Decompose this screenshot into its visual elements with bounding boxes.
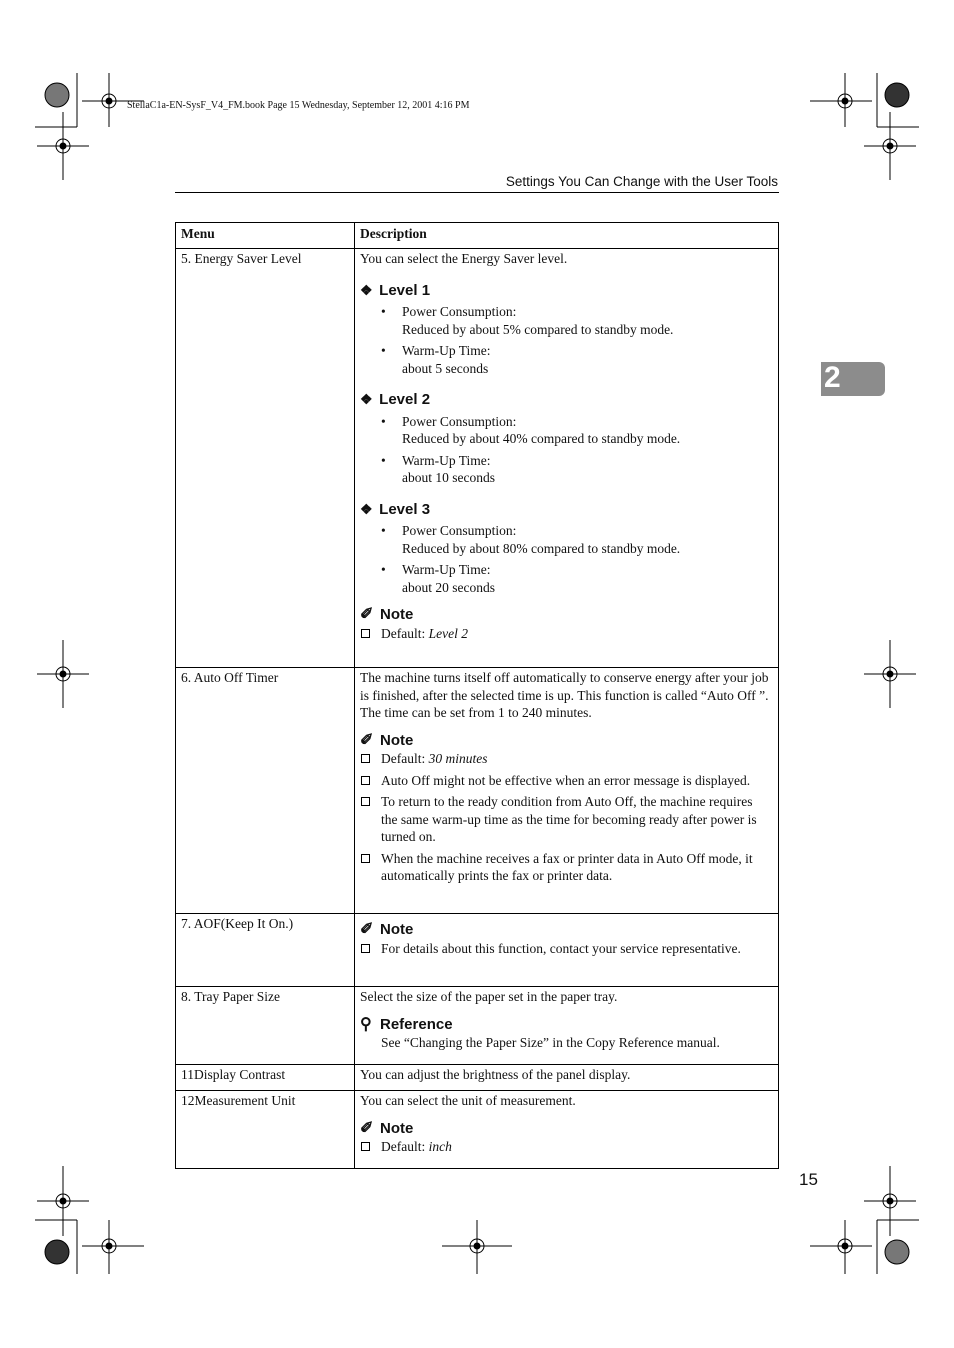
menu-cell-auto-off: 6. Auto Off Timer — [176, 668, 355, 914]
note-item: Default: 30 minutes — [360, 750, 772, 768]
note-item: Default: Level 2 — [360, 625, 772, 643]
note-item: When the machine receives a fax or printer data in Auto Off mode, it automatically prints the fax or printer data. — [360, 850, 772, 885]
level-details — [360, 413, 772, 487]
description-cell-display-contrast — [355, 1065, 779, 1091]
description-cell-tray-paper — [355, 987, 779, 1065]
table-row — [176, 1091, 779, 1169]
pencil-icon: ✐ — [360, 606, 374, 623]
description-cell-auto-off — [355, 668, 779, 914]
description-cell-energy-saver — [355, 249, 779, 668]
table-header-row — [176, 223, 779, 249]
description-cell-aof — [355, 914, 779, 987]
list-item: • Power Consumption: Reduced by about 5% compared to standby mode. — [360, 303, 772, 338]
table-row — [176, 987, 779, 1065]
menu-cell-tray-paper: 8. Tray Paper Size — [176, 987, 355, 1065]
chapter-tab — [821, 362, 885, 396]
description-cell-measurement-unit — [355, 1091, 779, 1169]
pencil-icon: ✐ — [360, 731, 374, 749]
note-heading: ✐ Note — [360, 606, 414, 623]
list-item: • Warm-Up Time: about 5 seconds — [360, 342, 772, 377]
note-heading: ✐ Note — [360, 921, 414, 938]
table-row — [176, 914, 779, 987]
menu-cell-energy-saver: 5. Energy Saver Level — [176, 249, 355, 668]
list-item: • Power Consumption: Reduced by about 80% compared to standby mode. — [360, 522, 772, 557]
list-item: • Warm-Up Time: about 10 seconds — [360, 452, 772, 487]
table-row — [176, 249, 779, 668]
description-intro: You can select the unit of measurement. — [360, 1093, 576, 1108]
table-row — [176, 1065, 779, 1091]
magnifier-icon: ⚲ — [360, 1015, 372, 1033]
level-heading — [360, 282, 772, 300]
note-heading: ✐ Note — [360, 731, 414, 749]
pencil-icon: ✐ — [360, 1119, 374, 1137]
description-intro: The machine turns itself off automatically to conserve energy after your job is finished, after the selected time is up. This function is called “Auto Off ”. The time can be set from 1 to 240 minutes. — [360, 670, 769, 720]
column-header-menu: Menu — [176, 223, 355, 249]
description-intro: You can select the Energy Saver level. — [360, 251, 568, 266]
level-heading — [360, 391, 772, 409]
list-item: • Power Consumption: Reduced by about 40% compared to standby mode. — [360, 413, 772, 448]
note-item: Auto Off might not be effective when an error message is displayed. — [360, 772, 772, 790]
note-item: Default: inch — [360, 1138, 772, 1156]
note-item: For details about this function, contact your service representative. — [360, 940, 772, 958]
page-number: 15 — [799, 1170, 818, 1189]
print-info: StellaC1a-EN-SysF_V4_FM.book Page 15 Wednesday, September 12, 2001 4:16 PM — [127, 100, 470, 111]
header-rule — [175, 192, 779, 193]
diamond-icon: ❖ — [360, 281, 373, 298]
reference-heading: ⚲ Reference — [360, 1015, 453, 1033]
menu-cell-display-contrast: 11Display Contrast — [176, 1065, 355, 1091]
level-title: Level 1 — [379, 281, 431, 299]
chapter-number: 2 — [824, 361, 841, 394]
level-heading — [360, 501, 772, 519]
level-title: Level 2 — [379, 391, 431, 408]
menu-cell-aof: 7. AOF(Keep It On.) — [176, 914, 355, 987]
menu-cell-measurement-unit: 12Measurement Unit — [176, 1091, 355, 1169]
level-details — [360, 522, 772, 596]
column-header-description: Description — [355, 223, 779, 249]
running-header: Settings You Can Change with the User Tools — [505, 174, 778, 189]
pencil-icon: ✐ — [360, 921, 374, 938]
level-details — [360, 303, 772, 377]
diamond-icon: ❖ — [360, 500, 373, 517]
note-heading: ✐ Note — [360, 1119, 414, 1137]
note-item: To return to the ready condition from Auto Off, the machine requires the same warm-up time as the time for becoming ready after power is turned on. — [360, 793, 772, 846]
table-row — [176, 668, 779, 914]
description-intro: Select the size of the paper set in the paper tray. — [360, 989, 618, 1004]
description-intro: You can adjust the brightness of the panel display. — [360, 1067, 631, 1082]
list-item: • Warm-Up Time: about 20 seconds — [360, 561, 772, 596]
diamond-icon: ❖ — [360, 391, 373, 407]
reference-text: See “Changing the Paper Size” in the Copy Reference manual. — [381, 1035, 720, 1050]
level-title: Level 3 — [379, 500, 431, 518]
settings-table — [175, 222, 779, 1169]
